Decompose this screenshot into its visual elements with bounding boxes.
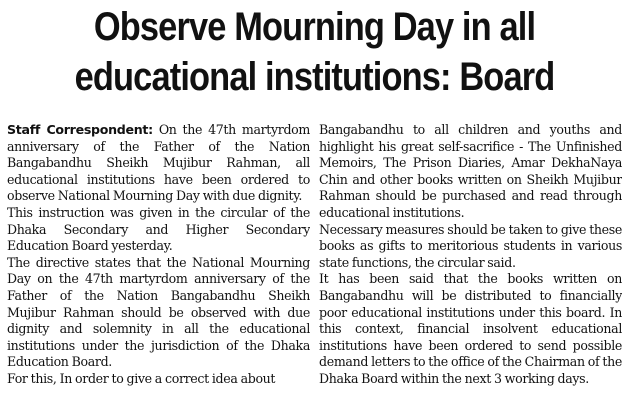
paragraph: It has been said that the books written on Bangabandhu will be distributed to financially poor educational institutions under this board. In this context, financial insolvent educational institutions have been ordered to send possible demand letters to the office of the Chairman of the Dhaka Board within the next 3 working days. — [319, 271, 622, 386]
article-body — [7, 122, 622, 414]
column-right — [319, 122, 622, 414]
paragraph — [7, 122, 310, 205]
lead-text: On the 47th martyrdom anniversary of the Father of the Nation Bangabandhu Sheikh Mujibur Rahman, all educational institutions have been ordered to observe National Mourning Day with due dignity. — [7, 122, 310, 204]
headline — [0, 2, 629, 102]
paragraph: The directive states that the National Mourning Day on the 47th martyrdom anniversary of the Father of the Nation Bangabandhu Sheikh Mujibur Rahman should be observed with due dignity and solemnity in all the educational institutions under the jurisdiction of the Dhaka Education Board. — [7, 254, 310, 370]
column-left — [7, 122, 310, 414]
paragraph: This instruction was given in the circular of the Dhaka Secondary and Higher Secondary Education Board yesterday. — [7, 204, 310, 254]
paragraph: Necessary measures should be taken to give these books as gifts to meritorious students in various state functions, the circular said. — [319, 221, 622, 270]
byline: Staff Correspondent: — [7, 122, 153, 137]
headline-line-1: Observe Mourning Day in all — [93, 5, 536, 49]
paragraph: For this, In order to give a correct idea about — [7, 370, 276, 386]
paragraph: Bangabandhu to all children and youths and highlight his great self-sacrifice - The Unfinished Memoirs, The Prison Diaries, Amar DekhaNaya Chin and other books written on Sheikh Mujibur Rahman should be purchased and read through educational institutions. — [319, 122, 622, 220]
headline-line-2: educational institutions: Board — [74, 55, 555, 99]
